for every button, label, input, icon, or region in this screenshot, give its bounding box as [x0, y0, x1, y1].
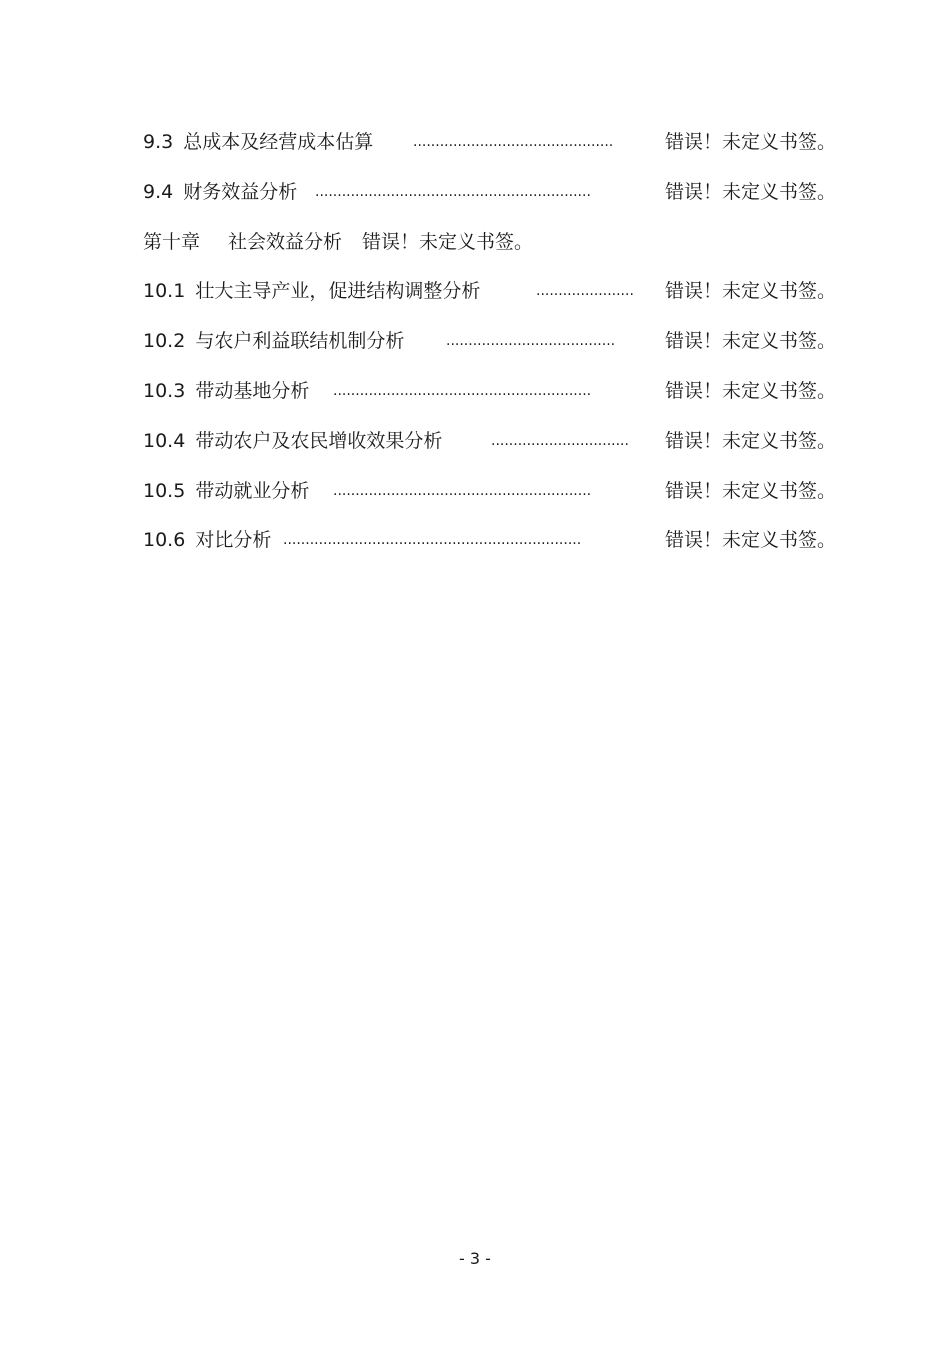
toc-section-title: 带动农户及农民增收效果分析 [195, 429, 443, 452]
toc-section-title: 与农户利益联结机制分析 [195, 330, 405, 353]
toc-section-title: 总成本及经营成本估算 [183, 131, 374, 153]
toc-entry-label [143, 324, 404, 358]
toc-entry-label [143, 225, 533, 259]
toc-section-number: 9.3 [143, 131, 174, 153]
toc-entry-10-3[interactable] [143, 374, 843, 424]
toc-entry-label [143, 125, 373, 159]
toc-page-ref: 错误！未定义书签。 [665, 280, 837, 303]
toc-section-title: 带动就业分析 [195, 479, 310, 502]
page-number: - 3 - [459, 1249, 491, 1268]
toc-section-title: 对比分析 [195, 529, 272, 552]
toc-entry-label [143, 424, 442, 458]
toc-page-ref: 错误！未定义书签。 [362, 230, 534, 253]
toc-section-title: 带动基地分析 [195, 379, 310, 402]
toc-leader-dots: .......................................................... [333, 382, 592, 399]
toc-section-number: 10.6 [143, 529, 186, 552]
toc-page-ref: 错误！未定义书签。 [665, 429, 837, 452]
toc-leader-dots: ................................................................... [283, 532, 582, 549]
toc-section-number: 9.4 [143, 180, 174, 203]
toc-page-ref: 错误！未定义书签。 [665, 180, 837, 203]
toc-entry-label [143, 374, 309, 408]
toc-entry-label [143, 523, 271, 557]
toc-page-ref: 错误！未定义书签。 [665, 330, 837, 353]
toc-page-ref: 错误！未定义书签。 [665, 479, 837, 502]
toc-chapter-number: 第十章 [143, 230, 201, 253]
toc-page-ref: 错误！未定义书签。 [665, 379, 837, 402]
toc-leader-dots: ...................... [536, 283, 634, 300]
toc-page-ref: 错误！未定义书签。 [665, 131, 837, 153]
toc-entry-label [143, 175, 297, 209]
toc-entry-label [143, 274, 480, 308]
toc-section-number: 10.5 [143, 479, 186, 502]
toc-entry-9-4[interactable] [143, 175, 843, 225]
toc-section-number: 10.3 [143, 379, 186, 402]
toc-leader-dots: .......................................................... [333, 482, 592, 499]
toc-section-number: 10.1 [143, 280, 186, 303]
toc-leader-dots: .............................................................. [315, 183, 591, 200]
toc-entry-9-3[interactable] [143, 125, 843, 175]
toc-entry-label [143, 474, 309, 508]
toc-section-number: 10.2 [143, 330, 186, 353]
toc-leader-dots: ............................................. [413, 134, 614, 150]
toc-section-number: 10.4 [143, 429, 186, 452]
toc-entry-10-1[interactable] [143, 274, 843, 324]
toc-chapter-title: 社会效益分析 [228, 230, 343, 253]
toc-section-title: 财务效益分析 [183, 180, 298, 203]
table-of-contents [143, 125, 843, 573]
toc-leader-dots: ...................................... [446, 333, 616, 350]
toc-entry-10-5[interactable] [143, 474, 843, 524]
toc-page-ref: 错误！未定义书签。 [665, 529, 837, 552]
toc-leader-dots: ............................... [491, 432, 629, 449]
toc-entry-10-6[interactable] [143, 523, 843, 573]
toc-section-title: 壮大主导产业，促进结构调整分析 [195, 280, 481, 303]
toc-entry-10-4[interactable] [143, 424, 843, 474]
toc-entry-chapter-10[interactable] [143, 225, 843, 275]
toc-entry-10-2[interactable] [143, 324, 843, 374]
